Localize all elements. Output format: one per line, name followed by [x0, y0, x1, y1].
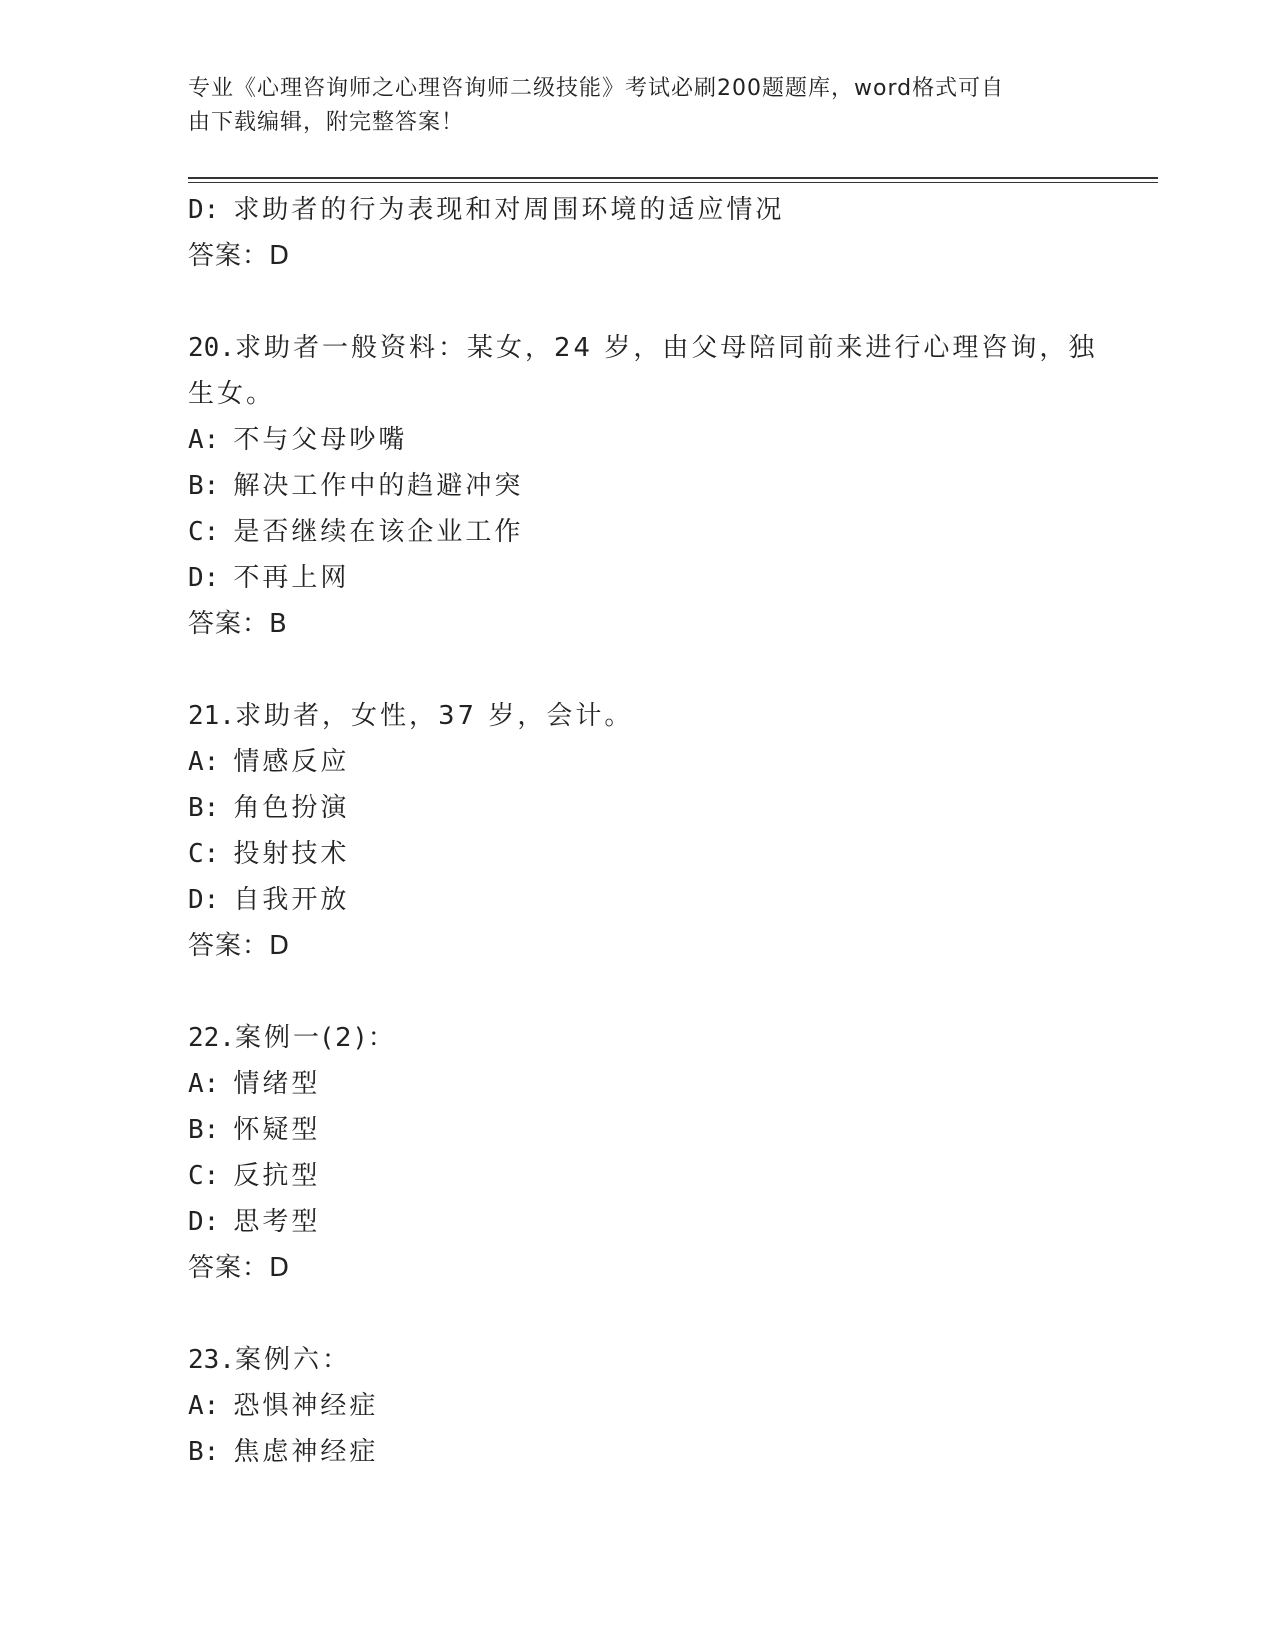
option-text: 怀疑型: [233, 1115, 321, 1145]
option-label: B:: [188, 1437, 220, 1467]
header-line-2: 由下载编辑，附完整答案！: [188, 110, 465, 135]
option-text: 情感反应: [233, 747, 350, 777]
option-label: B:: [188, 471, 220, 501]
answer-option: [188, 1061, 1148, 1107]
option-text: 思考型: [233, 1207, 321, 1237]
question-stem: [188, 1015, 1148, 1061]
answer-option: [188, 1199, 1148, 1245]
question-number: 21.: [188, 701, 235, 731]
document-header: [188, 72, 1068, 140]
correct-answer: 答案：B: [188, 609, 288, 639]
option-label: A:: [188, 425, 220, 455]
option-text: 恐惧神经症: [233, 1391, 379, 1421]
section-gap: [188, 969, 1148, 1015]
correct-answer: 答案：D: [188, 1253, 291, 1283]
option-text: 情绪型: [233, 1069, 321, 1099]
question-stem: [188, 325, 1148, 371]
option-label: C:: [188, 517, 220, 547]
question-text: 求助者，女性，37 岁，会计。: [234, 701, 634, 731]
answer-option: [188, 739, 1148, 785]
question-stem: [188, 1337, 1148, 1383]
option-text: 不再上网: [233, 563, 350, 593]
option-label: D:: [188, 1207, 220, 1237]
answer-option: [188, 785, 1148, 831]
header-divider-thick: [188, 177, 1158, 179]
section-gap: [188, 279, 1148, 325]
answer-option: [188, 831, 1148, 877]
option-text: 求助者的行为表现和对周围环境的适应情况: [233, 195, 785, 225]
answer-option: [188, 1107, 1148, 1153]
option-label: A:: [188, 1069, 220, 1099]
correct-answer: 答案：D: [188, 241, 291, 271]
option-label: B:: [188, 793, 220, 823]
option-label: A:: [188, 1391, 220, 1421]
question-text-continued: 生女。: [188, 379, 276, 409]
answer-option: [188, 877, 1148, 923]
option-label: C:: [188, 839, 220, 869]
option-text: 不与父母吵嘴: [233, 425, 408, 455]
answer-option: [188, 187, 1148, 233]
answer-option: [188, 417, 1148, 463]
section-gap: [188, 1291, 1148, 1337]
answer-option: [188, 1383, 1148, 1429]
question-text: 案例一(2)：: [234, 1023, 397, 1053]
header-line-1: 专业《心理咨询师之心理咨询师二级技能》考试必刷200题题库，word格式可自: [188, 76, 1005, 101]
answer-option: [188, 1153, 1148, 1199]
question-list: [188, 187, 1148, 1475]
question-stem: [188, 693, 1148, 739]
header-divider-thin: [188, 182, 1158, 183]
answer-option: [188, 1429, 1148, 1475]
option-label: A:: [188, 747, 220, 777]
question-number: 23.: [188, 1345, 235, 1375]
option-text: 反抗型: [233, 1161, 321, 1191]
option-text: 投射技术: [233, 839, 350, 869]
correct-answer: 答案：D: [188, 931, 291, 961]
section-gap: [188, 647, 1148, 693]
option-text: 自我开放: [233, 885, 350, 915]
option-text: 角色扮演: [233, 793, 350, 823]
answer-option: [188, 555, 1148, 601]
question-text: 求助者一般资料：某女，24 岁，由父母陪同前来进行心理咨询，独: [234, 333, 1098, 363]
question-number: 22.: [188, 1023, 235, 1053]
option-text: 解决工作中的趋避冲突: [233, 471, 524, 501]
option-label: C:: [188, 1161, 220, 1191]
answer-option: [188, 509, 1148, 555]
option-text: 焦虑神经症: [233, 1437, 379, 1467]
option-label: D:: [188, 885, 220, 915]
option-label: B:: [188, 1115, 220, 1145]
option-label: D:: [188, 195, 220, 225]
answer-option: [188, 463, 1148, 509]
question-text: 案例六：: [234, 1345, 351, 1375]
option-text: 是否继续在该企业工作: [233, 517, 524, 547]
option-label: D:: [188, 563, 220, 593]
question-number: 20.: [188, 333, 235, 363]
